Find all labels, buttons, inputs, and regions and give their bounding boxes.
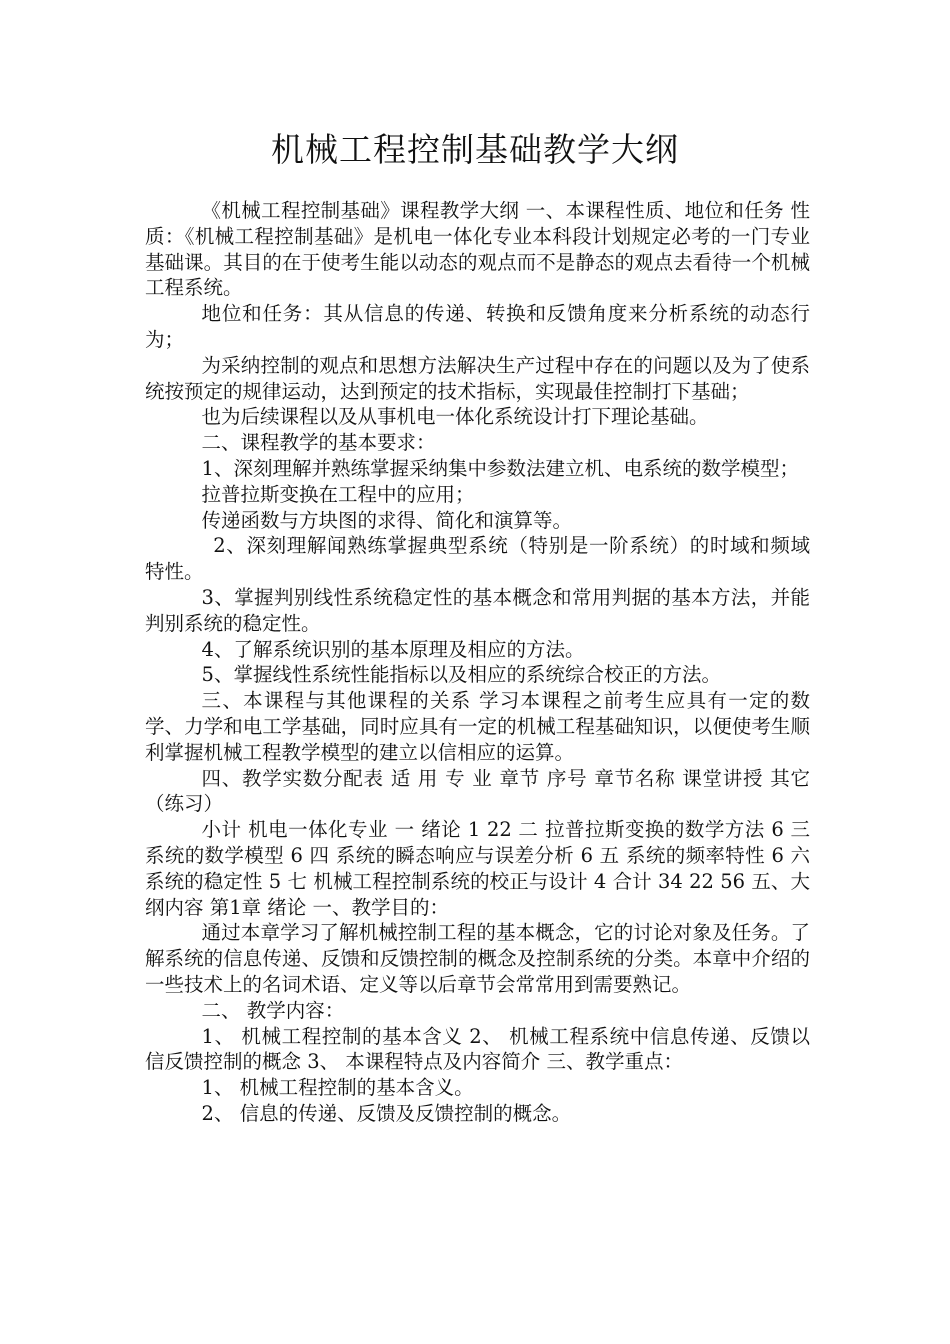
key-point-item-1: 1、 机械工程控制的基本含义。: [201, 1076, 474, 1100]
paragraph-hours-table-header: 四、教学实数分配表 适 用 专 业 章节 序号 章节名称 课堂讲授 其它 （练习）: [145, 766, 810, 816]
paragraph-course-intro: 《机械工程控制基础》课程教学大纲 一、本课程性质、地位和任务 性质：《机械工程控制基础》是机电一体化专业本科段计划规定必考的一门专业基础课。其目的在于使考生能以动态的观点而不是静态的观点去看待一个机械工程系统。: [145, 199, 810, 300]
requirement-item-2: 2、深刻理解闻熟练掌握典型系统（特别是一阶系统）的时域和频域特性。: [145, 534, 810, 584]
paragraph-control-purpose: 为采纳控制的观点和思想方法解决生产过程中存在的问题以及为了使系统按预定的规律运动，达到预定的技术指标，实现最佳控制打下基础；: [145, 353, 810, 403]
requirement-item-3: 3、掌握判别线性系统稳定性的基本概念和常用判据的基本方法，并能判别系统的稳定性。: [145, 585, 810, 635]
key-point-item-2: 2、 信息的传递、反馈及反馈控制的概念。: [201, 1101, 572, 1125]
paragraph-chapter1-objective: 通过本章学习了解机械控制工程的基本概念，它的讨论对象及任务。了解系统的信息传递、反馈和反馈控制的概念及控制系统的分类。本章中介绍的一些技术上的名词术语、定义等以后章节会常常用到需要熟记。: [145, 921, 810, 996]
requirement-item-transfer-function: 传递函数与方块图的求得、简化和演算等。: [201, 508, 573, 532]
requirement-item-4: 4、了解系统识别的基本原理及相应的方法。: [201, 637, 585, 661]
paragraph-teaching-content-list: 1、 机械工程控制的基本含义 2、 机械工程系统中信息传递、反馈以信反馈控制的概念 3、 本课程特点及内容简介 三、教学重点：: [145, 1024, 810, 1074]
requirement-item-1: 1、深刻理解并熟练掌握采纳集中参数法建立机、电系统的数学模型；: [201, 456, 799, 480]
paragraph-foundation: 也为后续课程以及从事机电一体化系统设计打下理论基础。: [201, 405, 709, 429]
document-title: 机械工程控制基础教学大纲: [271, 130, 679, 169]
requirement-item-5: 5、掌握线性系统性能指标以及相应的系统综合校正的方法。: [201, 663, 721, 687]
section-heading-teaching-content: 二、 教学内容：: [201, 998, 345, 1022]
document-body: [145, 198, 810, 1127]
paragraph-role-and-task: 地位和任务：其从信息的传递、转换和反馈角度来分析系统的动态行为；: [145, 302, 810, 351]
requirement-item-laplace: 拉普拉斯变换在工程中的应用；: [201, 482, 475, 506]
paragraph-hours-table-content: 小计 机电一体化专业 一 绪论 1 22 二 拉普拉斯变换的数学方法 6 三 系统的数学模型 6 四 系统的瞬态响应与误差分析 6 五 系统的频率特性 6 六 系统的稳定性 5 七 机械工程控制系统的校正与设计 4 合计 34 22 56 五、大纲内容 第1章 绪论 一、教学目的：: [145, 818, 810, 919]
paragraph-course-relations: 三、本课程与其他课程的关系 学习本课程之前考生应具有一定的数学、力学和电工学基础，同时应具有一定的机械工程基础知识，以便使考生顺利掌握机械工程教学模型的建立以信相应的运算。: [145, 689, 810, 764]
section-heading-requirements: 二、课程教学的基本要求：: [201, 431, 436, 455]
